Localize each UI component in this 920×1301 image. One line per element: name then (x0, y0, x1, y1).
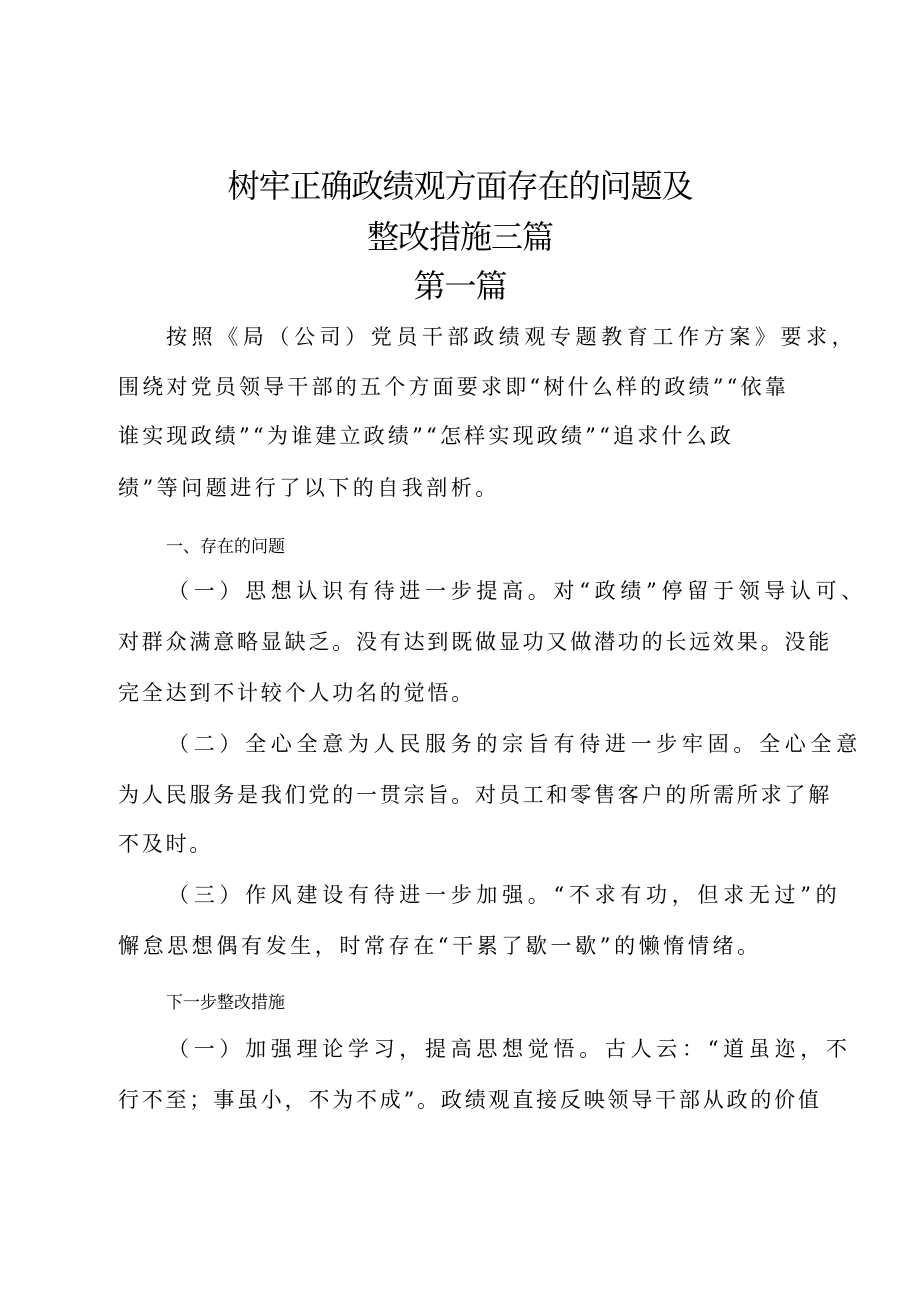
section-heading-problems: 一、存在的问题 (166, 537, 285, 557)
problem-1-line-2: 对群众满意略显缺乏。没有达到既做显功又做潜功的长远效果。没能 (118, 630, 832, 654)
problem-1-line-3: 完全达到不计较个人功名的觉悟。 (118, 681, 475, 705)
problem-2-line-3: 不及时。 (118, 832, 214, 856)
problem-2-line-1: （二）全心全意为人民服务的宗旨有待进一步牢固。全心全意 (168, 732, 862, 756)
problem-1-line-1: （一）思想认识有待进一步提高。对“政绩”停留于领导认可、 (168, 579, 868, 603)
problem-3-line-1: （三）作风建设有待进一步加强。“不求有功，但求无过”的 (168, 883, 842, 907)
intro-line-3: 谁实现政绩”“为谁建立政绩”“怎样实现政绩”“追求什么政 (118, 424, 735, 448)
problem-3-line-2: 懈怠思想偶有发生，时常存在“干累了歇一歇”的懒惰情绪。 (118, 934, 762, 958)
intro-line-1: 按照《局（公司）党员干部政绩观专题教育工作方案》要求， (166, 325, 858, 349)
measure-1-line-1: （一）加强理论学习，提高思想觉悟。古人云：“道虽迩，不 (168, 1037, 852, 1061)
document-title-line-1: 树牢正确政绩观方面存在的问题及 (227, 167, 693, 205)
intro-line-2: 围绕对党员领导干部的五个方面要求即“树什么样的政绩”“依靠 (118, 375, 790, 399)
document-title-line-2: 整改措施三篇 (366, 218, 553, 256)
section-heading-measures: 下一步整改措施 (166, 993, 285, 1013)
document-subtitle: 第一篇 (413, 267, 507, 305)
intro-line-4: 绩”等问题进行了以下的自我剖析。 (118, 476, 500, 500)
problem-2-line-2: 为人民服务是我们党的一贯宗旨。对员工和零售客户的所需所求了解 (118, 783, 832, 807)
measure-1-line-2: 行不至；事虽小，不为不成”。政绩观直接反映领导干部从政的价值 (118, 1088, 822, 1112)
